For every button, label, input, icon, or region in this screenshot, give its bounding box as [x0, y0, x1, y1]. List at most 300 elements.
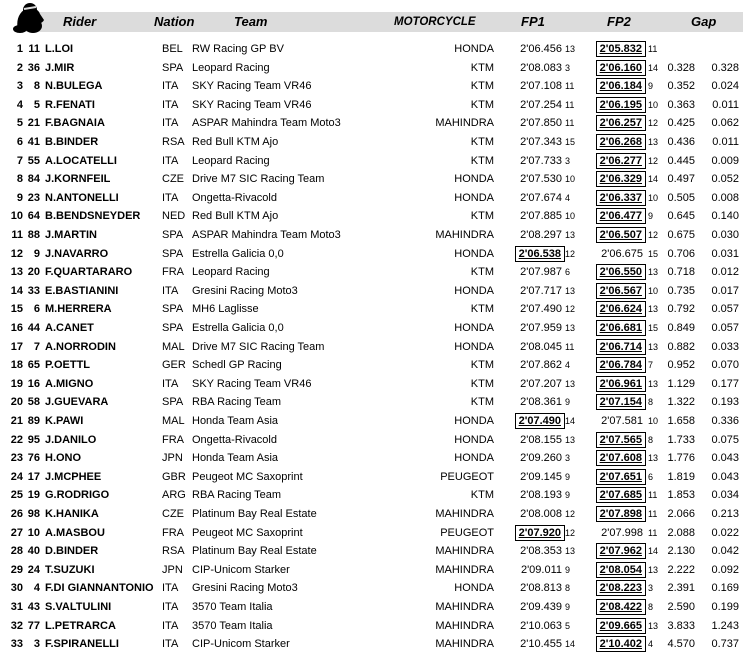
fp2-rank-cell: 13 [648, 453, 659, 464]
fp2-time-cell: 2'06.784 [596, 357, 646, 373]
gap-first-cell: 1.322 [667, 396, 695, 409]
rider-number-cell: 20 [27, 266, 40, 279]
fp2-time-cell: 2'07.962 [596, 543, 646, 559]
gap-previous-cell: 0.043 [711, 470, 739, 483]
motorcycle-cell: KTM [470, 359, 494, 372]
fp1-rank-cell: 9 [565, 602, 571, 612]
gap-first-cell: 0.352 [667, 80, 695, 93]
rider-name-cell: T.SUZUKI [45, 563, 95, 576]
team-cell: ASPAR Mahindra Team Moto3 [192, 117, 341, 130]
gap-previous-cell: 0.070 [711, 359, 739, 372]
team-cell: CIP-Unicom Starker [192, 638, 290, 651]
gap-first-cell: 1.776 [667, 452, 695, 465]
nation-cell: BEL [162, 43, 183, 55]
team-cell: Platinum Bay Real Estate [192, 508, 317, 520]
gap-previous-cell: 0.336 [711, 415, 739, 427]
team-cell: Ongetta-Rivacold [192, 191, 277, 204]
gap-previous-cell: 0.057 [711, 303, 739, 316]
motorcycle-cell: HONDA [454, 43, 494, 55]
gap-previous-cell: 0.177 [711, 377, 739, 390]
nation-cell: RSA [162, 136, 185, 148]
fp2-time-cell: 2'10.402 [596, 636, 646, 652]
gap-first-cell: 2.222 [667, 563, 695, 576]
gap-previous-cell: 0.033 [711, 340, 739, 353]
gap-first-cell: 0.497 [667, 173, 695, 186]
gap-previous-cell: 0.052 [711, 173, 739, 186]
nation-cell: NED [162, 210, 186, 223]
fp2-time-cell: 2'07.581 [601, 415, 643, 427]
gap-previous-cell: 0.169 [711, 582, 739, 595]
motorcycle-cell: MAHINDRA [435, 563, 494, 576]
gap-first-cell: 0.882 [667, 340, 695, 353]
gap-previous-cell: 0.140 [711, 210, 739, 223]
fp2-time-cell: 2'05.832 [596, 41, 646, 57]
gap-first-cell: 0.328 [667, 61, 695, 74]
fp1-time-cell: 2'08.083 [520, 61, 562, 74]
motorcycle-cell: MAHINDRA [435, 545, 494, 558]
motorcycle-cell: MAHINDRA [435, 601, 494, 613]
table-row [0, 133, 745, 152]
nation-cell: ARG [162, 489, 186, 502]
table-row [0, 431, 745, 450]
fp2-time-cell: 2'06.257 [596, 115, 646, 131]
rider-name-cell: G.RODRIGO [45, 489, 110, 502]
fp2-rank-cell: 9 [648, 211, 654, 222]
fp2-rank-cell: 9 [648, 81, 654, 92]
gap-previous-cell: 0.034 [711, 489, 739, 502]
fp1-rank-cell: 6 [565, 267, 571, 278]
gap-first-cell: 2.066 [667, 508, 695, 520]
team-cell: Peugeot MC Saxoprint [192, 470, 303, 483]
gap-first-cell: 3.833 [667, 619, 695, 632]
team-cell: Peugeot MC Saxoprint [192, 526, 303, 539]
fp1-rank-cell: 4 [565, 192, 571, 203]
position-cell: 20 [10, 396, 23, 409]
nation-cell: MAL [162, 340, 185, 353]
fp1-time-cell: 2'07.108 [520, 80, 562, 93]
nation-cell: SPA [162, 61, 184, 74]
team-cell: RW Racing GP BV [192, 43, 284, 55]
fp2-rank-cell: 11 [648, 509, 658, 519]
rider-number-cell: 19 [27, 489, 40, 502]
position-cell: 30 [10, 582, 23, 595]
nation-cell: ITA [162, 80, 179, 93]
rider-name-cell: N.BULEGA [45, 80, 103, 93]
table-row [0, 449, 745, 468]
fp1-rank-cell: 13 [565, 230, 576, 240]
motorcycle-cell: KTM [470, 61, 494, 74]
position-cell: 33 [10, 638, 23, 651]
gap-previous-cell: 0.199 [711, 601, 739, 613]
fp2-rank-cell: 11 [648, 490, 658, 501]
gap-first-cell: 1.733 [667, 433, 695, 446]
table-row [0, 412, 745, 431]
fp1-time-cell: 2'08.813 [520, 582, 562, 595]
gap-first-cell: 1.853 [667, 489, 695, 502]
fp2-time-cell: 2'06.277 [596, 153, 646, 169]
rider-number-cell: 11 [28, 43, 40, 55]
motorcycle-cell: HONDA [454, 340, 494, 353]
fp1-time-cell: 2'08.353 [520, 545, 562, 558]
fp2-rank-cell: 13 [648, 341, 659, 352]
rider-number-cell: 95 [27, 433, 40, 446]
position-cell: 23 [10, 452, 23, 465]
fp2-rank-cell: 14 [648, 546, 659, 557]
fp1-rank-cell: 13 [565, 323, 576, 333]
position-cell: 2 [16, 61, 23, 74]
fp1-time-cell: 2'07.207 [520, 377, 562, 390]
fp2-rank-cell: 8 [648, 602, 654, 612]
fp2-rank-cell: 14 [648, 174, 659, 185]
fp1-time-cell: 2'08.361 [520, 396, 562, 409]
rider-name-cell: J.MIR [45, 61, 75, 74]
position-cell: 13 [10, 266, 23, 279]
nation-cell: GBR [162, 470, 186, 483]
position-cell: 9 [16, 191, 23, 204]
fp2-time-cell: 2'07.154 [596, 394, 646, 410]
fp2-time-cell: 2'06.550 [596, 264, 646, 280]
gap-first-cell: 1.658 [667, 415, 695, 427]
gap-first-cell: 0.363 [667, 98, 695, 111]
nation-cell: FRA [162, 433, 184, 446]
gap-previous-cell: 0.092 [711, 563, 739, 576]
fp2-time-cell: 2'09.665 [596, 618, 646, 634]
nation-cell: FRA [162, 526, 184, 539]
fp1-time-cell: 2'08.193 [520, 489, 562, 502]
fp2-time-cell: 2'07.898 [596, 506, 646, 522]
table-row [0, 245, 745, 264]
rider-name-cell: M.HERRERA [45, 303, 112, 316]
fp1-time-cell: 2'07.862 [520, 359, 562, 372]
rider-number-cell: 4 [33, 582, 40, 595]
position-cell: 14 [10, 284, 23, 297]
gap-previous-cell: 0.022 [711, 526, 739, 539]
rider-number-cell: 41 [27, 136, 40, 148]
rider-number-cell: 55 [27, 154, 40, 167]
gap-previous-cell: 0.030 [711, 229, 739, 241]
fp2-time-cell: 2'08.422 [596, 599, 646, 615]
fp1-rank-cell: 3 [565, 453, 571, 464]
position-cell: 21 [10, 415, 23, 427]
gap-first-cell: 0.718 [667, 266, 695, 279]
nation-cell: CZE [162, 508, 184, 520]
team-cell: Drive M7 SIC Racing Team [192, 340, 325, 353]
team-cell: SKY Racing Team VR46 [192, 80, 312, 93]
gap-previous-cell: 0.031 [711, 247, 739, 260]
fp1-rank-cell: 13 [565, 378, 576, 389]
team-cell: Estrella Galicia 0,0 [192, 247, 284, 260]
motorcycle-cell: KTM [470, 266, 494, 279]
rider-number-cell: 84 [27, 173, 40, 186]
gap-previous-cell: 1.243 [711, 619, 739, 632]
table-row [0, 300, 745, 319]
fp1-time-cell: 2'09.011 [520, 563, 562, 576]
position-cell: 10 [10, 210, 23, 223]
fp1-rank-cell: 10 [565, 174, 576, 185]
table-row [0, 468, 745, 487]
position-cell: 1 [16, 43, 23, 55]
motorcycle-cell: MAHINDRA [435, 638, 494, 651]
team-cell: 3570 Team Italia [192, 601, 273, 613]
gap-previous-cell: 0.008 [711, 191, 739, 204]
rider-number-cell: 58 [27, 396, 40, 409]
motorcycle-cell: MAHINDRA [435, 229, 494, 241]
fp1-rank-cell: 14 [565, 416, 576, 426]
team-cell: RBA Racing Team [192, 489, 282, 502]
gap-first-cell: 1.129 [667, 377, 695, 390]
gap-previous-cell: 0.193 [711, 396, 739, 409]
fp2-time-cell: 2'06.337 [596, 190, 646, 206]
team-cell: Estrella Galicia 0,0 [192, 322, 284, 334]
rider-number-cell: 65 [27, 359, 40, 372]
table-row [0, 505, 745, 524]
gap-previous-cell: 0.011 [712, 136, 739, 148]
fp1-rank-cell: 13 [565, 285, 576, 296]
position-cell: 8 [16, 173, 23, 186]
team-cell: RBA Racing Team [192, 396, 282, 409]
rider-number-cell: 40 [27, 545, 40, 558]
header-motorcycle: MOTORCYCLE [394, 16, 476, 28]
fp1-time-cell: 2'07.254 [520, 98, 562, 111]
fp2-time-cell: 2'06.681 [596, 320, 646, 336]
rider-number-cell: 44 [27, 322, 40, 334]
fp2-rank-cell: 13 [648, 137, 659, 147]
fp2-time-cell: 2'06.329 [596, 171, 646, 187]
gap-first-cell: 0.675 [667, 229, 695, 241]
motorcycle-cell: PEUGEOT [440, 526, 494, 539]
gap-first-cell: 0.849 [667, 322, 695, 334]
motorcycle-cell: HONDA [454, 415, 494, 427]
fp1-time-cell: 2'08.045 [520, 340, 562, 353]
fp2-time-cell: 2'08.054 [596, 562, 646, 578]
rider-number-cell: 33 [27, 284, 40, 297]
table-row [0, 542, 745, 561]
gap-first-cell: 0.952 [667, 359, 695, 372]
fp1-rank-cell: 9 [565, 471, 571, 482]
motorcycle-cell: HONDA [454, 284, 494, 297]
motorcycle-cell: HONDA [454, 582, 494, 595]
team-cell: Honda Team Asia [192, 452, 279, 465]
fp2-rank-cell: 11 [648, 527, 658, 538]
team-cell: CIP-Unicom Starker [192, 563, 290, 576]
position-cell: 7 [16, 154, 23, 167]
table-row [0, 635, 745, 654]
fp1-rank-cell: 12 [565, 304, 576, 315]
fp2-time-cell: 2'06.624 [596, 301, 646, 317]
header-rider: Rider [63, 14, 97, 29]
rider-number-cell: 88 [27, 229, 40, 241]
rider-number-cell: 10 [27, 526, 40, 539]
nation-cell: ITA [162, 284, 179, 297]
rider-name-cell: J.MCPHEE [45, 470, 102, 483]
position-cell: 24 [10, 470, 23, 483]
nation-cell: ITA [162, 154, 179, 167]
rider-number-cell: 3 [33, 638, 40, 651]
motorcycle-cell: KTM [470, 396, 494, 409]
rider-number-cell: 7 [33, 340, 40, 353]
fp2-time-cell: 2'06.507 [596, 227, 646, 243]
gap-first-cell: 0.792 [667, 303, 695, 316]
rider-name-cell: L.LOI [45, 43, 74, 55]
motorcycle-cell: KTM [470, 303, 494, 316]
motorcycle-cell: MAHINDRA [435, 117, 494, 130]
fp2-rank-cell: 12 [648, 230, 659, 240]
gap-previous-cell: 0.075 [711, 433, 739, 446]
gap-previous-cell: 0.009 [711, 154, 739, 167]
fp1-rank-cell: 12 [565, 248, 576, 259]
position-cell: 15 [10, 303, 23, 316]
motorcycle-cell: HONDA [454, 247, 494, 260]
fp2-rank-cell: 13 [648, 620, 659, 631]
header-bar [26, 12, 743, 32]
fp1-rank-cell: 9 [565, 397, 571, 408]
nation-cell: MAL [162, 415, 185, 427]
gap-previous-cell: 0.043 [711, 452, 739, 465]
table-row [0, 579, 745, 598]
fp2-rank-cell: 12 [648, 155, 659, 166]
header-fp1: FP1 [521, 14, 545, 29]
position-cell: 5 [16, 117, 23, 130]
position-cell: 28 [10, 545, 23, 558]
rider-name-cell: F.DI GIANNANTONIO [45, 582, 154, 595]
fp1-rank-cell: 13 [565, 546, 576, 557]
table-row [0, 617, 745, 636]
motorcycle-cell: HONDA [454, 173, 494, 186]
rider-name-cell: A.MASBOU [45, 526, 105, 539]
rider-name-cell: N.ANTONELLI [45, 191, 119, 204]
team-cell: SKY Racing Team VR46 [192, 98, 312, 111]
fp2-rank-cell: 10 [648, 99, 659, 110]
motorcycle-cell: HONDA [454, 191, 494, 204]
rider-name-cell: E.BASTIANINI [45, 284, 119, 297]
fp2-rank-cell: 15 [648, 248, 659, 259]
motorcycle-rider-icon [0, 0, 54, 34]
table-row [0, 170, 745, 189]
rider-number-cell: 43 [27, 601, 40, 613]
rider-name-cell: S.VALTULINI [45, 601, 112, 613]
rider-name-cell: J.KORNFEIL [45, 173, 111, 186]
nation-cell: JPN [162, 452, 183, 465]
rider-name-cell: J.GUEVARA [45, 396, 109, 409]
fp2-time-cell: 2'07.998 [601, 526, 643, 539]
table-row [0, 77, 745, 96]
fp1-rank-cell: 9 [565, 490, 571, 501]
team-cell: MH6 Laglisse [192, 303, 259, 316]
fp2-rank-cell: 8 [648, 434, 654, 445]
header-fp2: FP2 [607, 14, 631, 29]
fp2-time-cell: 2'07.651 [596, 469, 646, 485]
fp1-rank-cell: 8 [565, 583, 571, 594]
rider-number-cell: 36 [27, 61, 40, 74]
fp2-rank-cell: 12 [648, 118, 659, 129]
table-row [0, 393, 745, 412]
motorcycle-cell: HONDA [454, 452, 494, 465]
rider-name-cell: A.LOCATELLI [45, 154, 117, 167]
nation-cell: JPN [162, 563, 183, 576]
gap-first-cell: 1.819 [667, 470, 695, 483]
header-team: Team [234, 14, 268, 29]
table-row [0, 189, 745, 208]
fp2-rank-cell: 3 [648, 583, 654, 594]
gap-first-cell: 0.706 [667, 247, 695, 260]
position-cell: 17 [10, 340, 23, 353]
nation-cell: ITA [162, 582, 179, 595]
gap-first-cell: 0.425 [667, 117, 695, 130]
position-cell: 22 [10, 433, 23, 446]
fp1-time-cell: 2'07.674 [520, 191, 562, 204]
table-row [0, 96, 745, 115]
fp1-rank-cell: 5 [565, 620, 571, 631]
fp2-rank-cell: 11 [648, 44, 658, 54]
gap-first-cell: 0.445 [667, 154, 695, 167]
fp2-time-cell: 2'06.675 [601, 247, 643, 260]
rider-name-cell: K.PAWI [45, 415, 84, 427]
table-row [0, 356, 745, 375]
position-cell: 25 [10, 489, 23, 502]
fp1-rank-cell: 3 [565, 155, 571, 166]
motorcycle-cell: KTM [470, 489, 494, 502]
fp2-time-cell: 2'07.565 [596, 432, 646, 448]
gap-first-cell: 2.088 [667, 526, 695, 539]
nation-cell: FRA [162, 266, 184, 279]
fp1-rank-cell: 4 [565, 360, 571, 371]
rider-name-cell: D.BINDER [45, 545, 99, 558]
motorcycle-cell: MAHINDRA [435, 508, 494, 520]
team-cell: Leopard Racing [192, 61, 270, 74]
fp2-time-cell: 2'07.685 [596, 487, 646, 503]
fp2-time-cell: 2'06.961 [596, 376, 646, 392]
nation-cell: SPA [162, 396, 184, 409]
gap-first-cell: 2.590 [667, 601, 695, 613]
rider-name-cell: A.MIGNO [45, 377, 94, 390]
fp1-rank-cell: 11 [565, 341, 575, 352]
gap-previous-cell: 0.213 [711, 508, 739, 520]
table-row [0, 524, 745, 543]
motorcycle-cell: HONDA [454, 322, 494, 334]
gap-previous-cell: 0.017 [711, 284, 739, 297]
position-cell: 26 [10, 508, 23, 520]
table-row [0, 338, 745, 357]
rider-name-cell: R.FENATI [45, 98, 95, 111]
fp1-time-cell: 2'06.538 [515, 246, 565, 262]
fp2-rank-cell: 10 [648, 285, 659, 296]
rider-name-cell: A.CANET [45, 322, 94, 334]
motorcycle-cell: KTM [470, 210, 494, 223]
rider-number-cell: 16 [27, 377, 40, 390]
fp2-time-cell: 2'06.567 [596, 283, 646, 299]
gap-first-cell: 0.735 [667, 284, 695, 297]
rider-name-cell: J.DANILO [45, 433, 97, 446]
fp1-time-cell: 2'09.260 [520, 452, 562, 465]
fp1-rank-cell: 14 [565, 639, 576, 650]
position-cell: 4 [16, 98, 23, 111]
fp1-time-cell: 2'09.145 [520, 470, 562, 483]
motorcycle-cell: KTM [470, 377, 494, 390]
table-row [0, 282, 745, 301]
table-row [0, 59, 745, 78]
nation-cell: ITA [162, 117, 179, 130]
table-row [0, 561, 745, 580]
team-cell: Platinum Bay Real Estate [192, 545, 317, 558]
rider-name-cell: B.BINDER [45, 136, 99, 148]
team-cell: Honda Team Asia [192, 415, 279, 427]
nation-cell: SPA [162, 322, 184, 334]
team-cell: Red Bull KTM Ajo [192, 136, 279, 148]
gap-previous-cell: 0.011 [712, 98, 739, 111]
team-cell: Schedl GP Racing [192, 359, 282, 372]
fp1-time-cell: 2'07.959 [520, 322, 562, 334]
fp2-rank-cell: 8 [648, 397, 654, 408]
